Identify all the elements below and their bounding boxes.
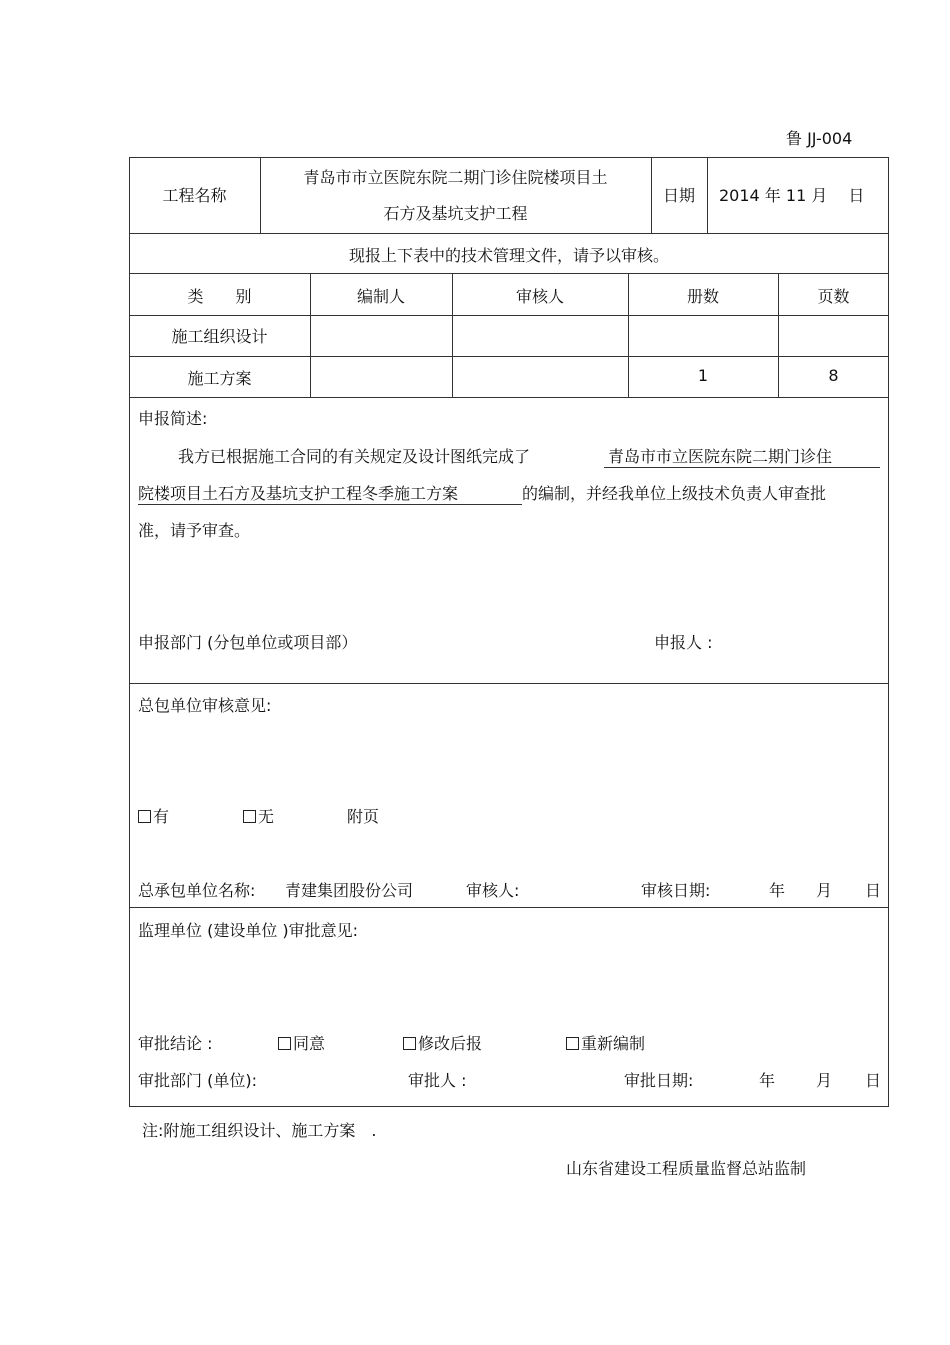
- checkbox-icon: [138, 810, 151, 823]
- day-label: 日: [865, 1071, 882, 1090]
- table-cell: 施工方案: [187, 369, 252, 388]
- report-fill-project: 青岛市市立医院东院二期门诊住: [604, 444, 880, 468]
- approval-dept-label: 审批部门 (单位):: [138, 1071, 257, 1090]
- report-fill-plan: 院楼项目土石方及基坑支护工程冬季施工方案: [138, 481, 522, 505]
- checkbox-icon: [243, 810, 256, 823]
- project-name-line1: 青岛市市立医院东院二期门诊住院楼项目土: [303, 168, 608, 187]
- company-name: 青建集团股份公司: [285, 881, 414, 900]
- reviewer-label: 审核人:: [466, 881, 520, 900]
- table-cell: 8: [828, 366, 839, 385]
- intro-text: 现报上下表中的技术管理文件，请予以审核。: [348, 246, 669, 265]
- month-label: 月: [816, 881, 833, 900]
- divider: [129, 356, 889, 357]
- checkbox-icon: [566, 1037, 579, 1050]
- month-label: 月: [816, 1071, 833, 1090]
- checkbox-icon: [403, 1037, 416, 1050]
- report-text: 的编制，并经我单位上级技术负责人审查批: [522, 484, 827, 503]
- checkbox-icon: [278, 1037, 291, 1050]
- table-cell: 施工组织设计: [171, 327, 268, 346]
- general-title: 总包单位审核意见:: [138, 696, 272, 715]
- option-no[interactable]: 无: [243, 804, 274, 827]
- review-date-label: 审核日期:: [641, 881, 711, 900]
- reporter-label: 申报人 :: [654, 633, 713, 652]
- form-code: 鲁 JJ-004: [786, 129, 853, 148]
- footer-text: 山东省建设工程质量监督总站监制: [566, 1159, 807, 1178]
- divider: [129, 233, 889, 234]
- divider: [129, 907, 889, 908]
- day-label: 日: [865, 881, 882, 900]
- column-header: 页数: [817, 287, 850, 306]
- divider: [129, 683, 889, 684]
- approver-label: 审批人 :: [408, 1071, 467, 1090]
- option-yes[interactable]: 有: [138, 804, 169, 827]
- report-text: 准，请予审查。: [138, 521, 251, 540]
- option-agree[interactable]: 同意: [278, 1031, 325, 1054]
- note-text: 注:附施工组织设计、施工方案 .: [142, 1121, 377, 1140]
- approval-date-label: 审批日期:: [624, 1071, 694, 1090]
- column-header: 编制人: [356, 287, 405, 306]
- option-modify[interactable]: 修改后报: [403, 1031, 482, 1054]
- report-dept-label: 申报部门 (分包单位或项目部）: [138, 633, 358, 652]
- column-header: 册数: [686, 287, 719, 306]
- report-text: 我方已根据施工合同的有关规定及设计图纸完成了: [178, 447, 531, 466]
- supervision-title: 监理单位 (建设单位 )审批意见:: [138, 921, 359, 940]
- column-header: 审核人: [515, 287, 564, 306]
- year-label: 年: [759, 1071, 776, 1090]
- divider: [707, 157, 708, 233]
- date-label: 日期: [662, 186, 695, 205]
- divider: [129, 273, 889, 274]
- divider: [129, 315, 889, 316]
- conclusion-label: 审批结论 :: [138, 1034, 213, 1053]
- date-value: 2014 年 11 月 日: [719, 186, 865, 205]
- column-header: 类 别: [187, 287, 252, 306]
- year-label: 年: [769, 881, 786, 900]
- option-redo[interactable]: 重新编制: [566, 1031, 645, 1054]
- table-cell: 1: [697, 366, 709, 385]
- company-label: 总承包单位名称:: [138, 881, 256, 900]
- attached-pages: 附页: [347, 807, 380, 826]
- report-title: 申报简述:: [138, 409, 208, 428]
- project-name-label: 工程名称: [162, 186, 227, 205]
- divider: [129, 397, 889, 398]
- project-name-line2: 石方及基坑支护工程: [383, 204, 528, 223]
